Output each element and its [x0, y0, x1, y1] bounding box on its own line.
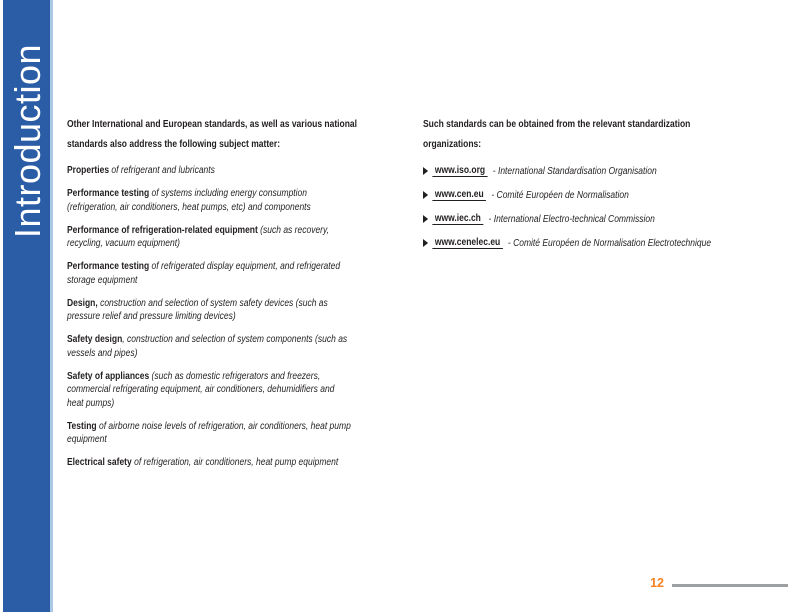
paragraph-italic-text: , construction and selection of system components (such as — [122, 334, 348, 345]
left-column-paragraphs — [67, 164, 484, 470]
bullet-arrow-icon — [423, 191, 428, 199]
paragraph-line — [67, 187, 484, 201]
paragraph-italic-text: commercial refrigerating equipment, air conditioners, dehumidifiers and — [67, 384, 335, 395]
heading-line: Such standards can be obtained from the relevant standardization — [423, 119, 691, 130]
standards-link[interactable]: www.cen.eu — [432, 189, 486, 201]
paragraph-bold-label: Electrical safety — [67, 457, 132, 468]
paragraph-italic-text: (such as domestic refrigerators and freezers, — [149, 370, 321, 382]
paragraph-italic-text: of airborne noise levels of refrigeration, air conditioners, heat pump — [96, 420, 351, 432]
left-column — [67, 115, 484, 479]
page-number: 12 — [650, 576, 664, 590]
paragraph-line — [67, 224, 484, 238]
paragraph-italic-text: vessels and pipes) — [67, 347, 138, 359]
standards-paragraph — [67, 420, 484, 447]
paragraph-italic-text: of refrigerated display equipment, and refrigerated — [149, 261, 341, 272]
paragraph-line — [67, 333, 484, 347]
paragraph-line — [67, 420, 484, 434]
standards-paragraph — [67, 370, 484, 411]
standards-link-row — [423, 212, 792, 226]
paragraph-line — [67, 310, 484, 324]
paragraph-italic-text: construction and selection of system safety devices (such as — [97, 297, 328, 309]
left-column-heading — [67, 115, 484, 155]
paragraph-italic-text: pressure relief and pressure limiting devices) — [67, 311, 236, 322]
standards-links-list — [423, 164, 792, 250]
paragraph-bold-label: Performance of refrigeration-related equipment — [67, 224, 258, 236]
footer-rule — [672, 584, 788, 587]
bullet-arrow-icon — [423, 239, 428, 247]
bullet-arrow-icon — [423, 215, 428, 223]
paragraph-bold-label: Safety of appliances — [67, 370, 150, 382]
link-description: - International Electro-technical Commission — [488, 213, 655, 225]
paragraph-bold-label: Performance testing — [67, 261, 150, 272]
paragraph-line — [67, 297, 484, 311]
heading-line: Other International and European standards, as well as various national — [67, 119, 358, 130]
standards-paragraph — [67, 224, 484, 251]
paragraph-italic-text: equipment — [67, 434, 107, 445]
paragraph-line — [67, 274, 484, 288]
right-column — [423, 115, 792, 260]
paragraph-line — [67, 201, 484, 215]
standards-paragraph — [67, 187, 484, 214]
paragraph-line — [67, 397, 484, 411]
intro-sidebar — [3, 0, 53, 612]
link-description: - International Standardisation Organisation — [492, 165, 657, 177]
paragraph-bold-label: Performance testing — [67, 188, 150, 199]
standards-link-row — [423, 236, 792, 250]
paragraph-line — [67, 383, 484, 397]
paragraph-bold-label: Properties — [67, 165, 110, 176]
paragraph-bold-label: Safety design — [67, 334, 123, 345]
paragraph-italic-text: heat pumps) — [67, 397, 115, 409]
link-description: - Comité Européen de Normalisation Electrotechnique — [507, 237, 712, 249]
right-column-heading — [423, 115, 792, 155]
paragraph-line — [67, 237, 484, 251]
standards-paragraph — [67, 164, 484, 178]
heading-line: organizations: — [423, 139, 482, 150]
paragraph-line — [67, 370, 484, 384]
paragraph-line — [67, 347, 484, 361]
paragraph-italic-text: of systems including energy consumption — [149, 188, 308, 199]
paragraph-italic-text: storage equipment — [67, 274, 138, 286]
paragraph-italic-text: (refrigeration, air conditioners, heat pumps, etc) and components — [67, 201, 311, 213]
standards-link[interactable]: www.iso.org — [432, 165, 487, 177]
paragraph-italic-text: of refrigeration, air conditioners, heat pump equipment — [131, 457, 339, 468]
standards-link-row — [423, 188, 792, 202]
paragraph-bold-label: Design, — [67, 297, 98, 309]
link-description: - Comité Européen de Normalisation — [491, 189, 629, 201]
standards-paragraph — [67, 456, 484, 470]
standards-paragraph — [67, 260, 484, 287]
paragraph-italic-text: (such as recovery, — [257, 224, 329, 236]
paragraph-italic-text: of refrigerant and lubricants — [109, 165, 215, 176]
paragraph-line — [67, 164, 484, 178]
paragraph-line — [67, 456, 484, 470]
standards-link[interactable]: www.iec.ch — [432, 213, 483, 225]
paragraph-line — [67, 433, 484, 447]
paragraph-italic-text: recycling, vacuum equipment) — [67, 238, 180, 249]
heading-line: standards also address the following subject matter: — [67, 139, 281, 150]
bullet-arrow-icon — [423, 167, 428, 175]
chapter-title: Introduction — [7, 43, 48, 239]
standards-link-row — [423, 164, 792, 178]
standards-paragraph — [67, 333, 484, 360]
paragraph-line — [67, 260, 484, 274]
paragraph-bold-label: Testing — [67, 420, 97, 432]
standards-link[interactable]: www.cenelec.eu — [432, 237, 502, 249]
standards-paragraph — [67, 297, 484, 324]
